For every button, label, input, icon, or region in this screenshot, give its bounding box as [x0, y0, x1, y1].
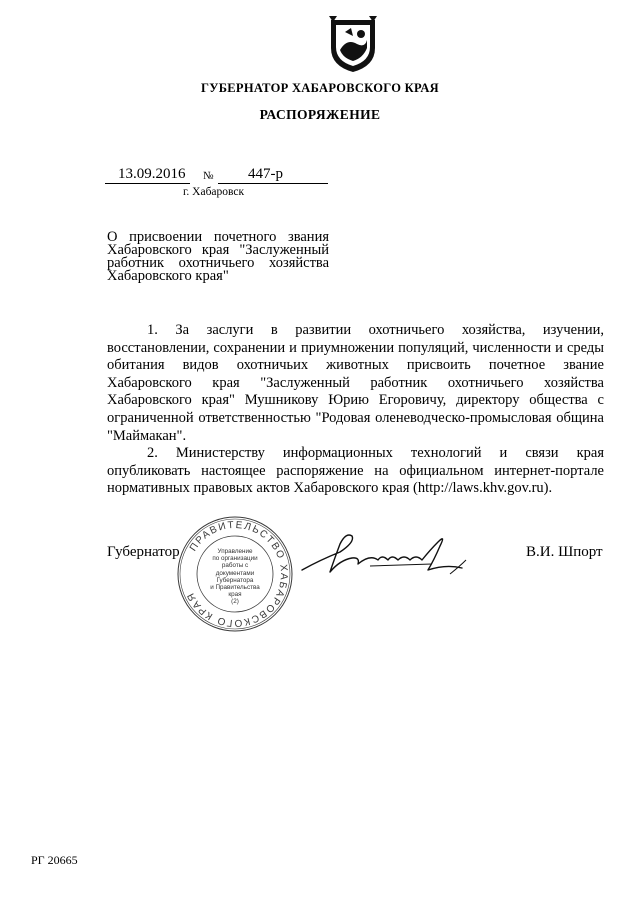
stamp-ring-text: ПРАВИТЕЛЬСТВО ХАБАРОВСКОГО КРАЯ	[184, 519, 290, 629]
stamp-line: (2)	[231, 598, 239, 606]
stamp-line: и Правительства	[210, 584, 260, 592]
stamp-line: Губернатора	[216, 576, 254, 584]
stamp-inner-text	[206, 548, 264, 608]
stamp-line: работы с документами	[215, 562, 255, 577]
document-type: РАСПОРЯЖЕНИЕ	[259, 107, 381, 122]
document-city: г. Хабаровск	[183, 186, 245, 198]
stamp-line: по организации	[212, 555, 258, 563]
body-paragraph-1: 1. За заслуги в развитии охотничьего хозяйства, изучении, восстановлении, сохранении и приумножении популяций, численности и среды обитания видов охотничьих животных присвоить почетное звание Хабаровского края "Заслуженный работник охотничьего хозяйства Хабаровского края" Мушникову Юрию Егоровичу, директору общества с ограниченной ответственностью "Родовая оленеводческо-промысловая община "Маймакан".	[107, 322, 604, 444]
body-paragraph-2: 2. Министерству информационных технологий и связи края опубликовать настоящее распоряжение на официальном интернет-портале нормативных правовых актов Хабаровского края (http://laws.khv.gov.ru).	[107, 445, 604, 497]
document-subject: О присвоении почетного звания Хабаровского края "Заслуженный работник охотничьего хозяйства Хабаровского края"	[107, 229, 329, 284]
signature-icon	[300, 530, 470, 585]
coat-of-arms-icon	[327, 14, 379, 74]
footer-code: РГ 20665	[31, 853, 78, 867]
document-number: 447-р	[248, 166, 283, 182]
signatory-name: В.И. Шпорт	[526, 544, 603, 560]
authority-title: ГУБЕРНАТОР ХАБАРОВСКОГО КРАЯ	[200, 81, 440, 95]
document-date: 13.09.2016	[118, 166, 186, 182]
number-sign: №	[203, 170, 214, 182]
date-underline	[105, 183, 190, 184]
stamp-line: Управление	[217, 548, 253, 555]
signatory-title: Губернатор	[107, 544, 180, 560]
number-underline	[218, 183, 328, 184]
stamp-line: края	[228, 591, 242, 599]
document-body	[107, 322, 604, 498]
